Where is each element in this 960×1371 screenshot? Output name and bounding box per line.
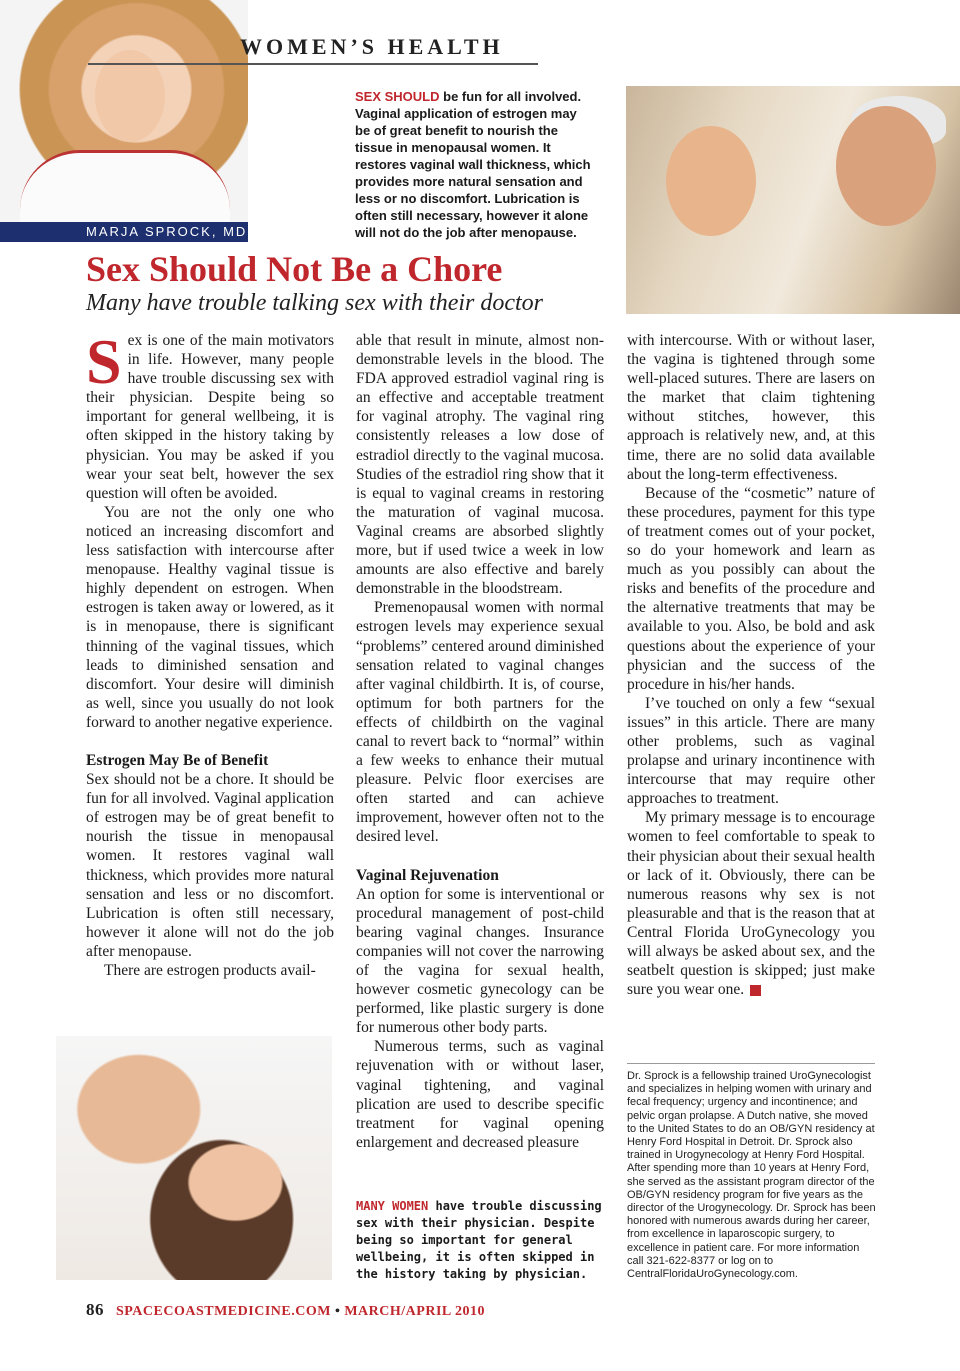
column-2 xyxy=(356,331,604,1152)
subheading: Estrogen May Be of Benefit xyxy=(86,751,269,769)
paragraph: Numerous terms, such as vaginal rejuvenation with or without laser, vaginal tightening, and vaginal plication are used to describe specific treatment for vaginal opening enlargement and decreased pleasure xyxy=(356,1038,604,1151)
author-caption: MARJA SPROCK, MD xyxy=(0,222,248,242)
paragraph: able that result in minute, almost non-demonstrable levels in the blood. The FDA approved estradiol vaginal ring is an effective and acceptable treatment for vaginal atrophy. The vaginal ring consistently releases a low dose of estradiol directly to the vaginal mucosa. Studies of the estradiol ring show that it is equal to vaginal creams in restoring the maturation of vaginal mucosa. Vaginal creams are absorbed slightly more, but if used twice a week in low amounts are also effective and barely demonstrable in the bloodstream. xyxy=(356,332,604,598)
couple-photo xyxy=(56,1036,332,1280)
footer-issue: MARCH/APRIL 2010 xyxy=(344,1304,485,1319)
paragraph: You are not the only one who noticed an increasing discomfort and less satisfaction with intercourse after menopause. Healthy vaginal tissue is highly dependent on estrogen. When estrogen is taken away or lowered, as it is in menopause, there is significant thinning of the vaginal tissues, which leads to diminished sensation and discomfort. Your desire will diminish as well, since you usually do not look forward to another negative experience. xyxy=(86,503,334,731)
footer-separator: • xyxy=(334,1304,341,1319)
pull-quote-top xyxy=(355,88,595,241)
elderly-couple-photo xyxy=(626,86,960,314)
paragraph: Sex should not be a chore. It should be fun for all involved. Vaginal application of estrogen may be of great benefit to nourish the tissue in menopausal women. It restores vaginal wall thickness, which provides more natural sensation and less or no discomfort. Lubrication is often still necessary, however it alone will not do the job after menopause. xyxy=(86,771,334,960)
page-footer xyxy=(86,1300,485,1320)
article-subtitle: Many have trouble talking sex with their doctor xyxy=(86,290,544,316)
column-3 xyxy=(627,331,875,999)
pull-quote-lead: MANY WOMEN xyxy=(356,1199,429,1213)
section-title: WOMEN’S HEALTH xyxy=(240,34,504,59)
drop-cap: S xyxy=(86,326,122,397)
author-bio: Dr. Sprock is a fellowship trained UroGynecologist and specializes in helping women with urinary and fecal frequency; urgency and incontinence; and pelvic organ prolapse. A Dutch native, she moved to the United States to do an OB/GYN residency at Henry Ford Hospital in Detroit. Dr. Sprock also trained in Urogynecology at Henry Ford Hospital. After spending more than 10 years at Henry Ford, she served as the assistant program director of the OB/GYN residency program for five years as the director of the Urogynecology. Dr. Sprock has been honored with numerous awards during her career, from excellence in laparoscopic surgery, to excellence in patient care. For more information call 321-622-8377 or log on to CentralFloridaUroGynecology.com. xyxy=(627,1070,876,1281)
pull-quote-lead: SEX SHOULD xyxy=(355,89,440,104)
paragraph: My primary message is to encourage women to feel comfortable to speak to their physician about their sexual health or lack of it. Obviously, there can be numerous reasons why sex is not pleasurable and that is the reason that at Central Florida UroGynecology you will always be asked about sex, and the seatbelt question is skipped; just make sure you wear one. xyxy=(627,809,875,999)
pull-quote-text: have trouble discussing sex with their physician. Despite being so important for general wellbeing, it is often skipped in the history taking by physician. xyxy=(356,1199,602,1281)
article-title: Sex Should Not Be a Chore xyxy=(86,249,503,289)
paragraph: Premenopausal women with normal estrogen levels may experience sexual “problems” centered around diminished sensation related to vaginal changes after vaginal childbirth. It is, of course, optimum for both partners for the effects of childbirth on the vaginal canal to revert back to “normal” within a few weeks to enhance their mutual pleasure. Pelvic floor exercises are often started and can achieve improvement, however often not to the desired level. xyxy=(356,599,604,846)
pull-quote-bottom xyxy=(356,1198,602,1283)
bio-divider xyxy=(627,1063,875,1064)
paragraph: An option for some is interventional or procedural management of post-child bearing vaginal changes. Insurance companies will not cover the narrowing of the vagina for sexual health, however cosmetic gynecology can be performed, like plastic surgery is done for numerous other body parts. xyxy=(356,885,604,1037)
paragraph: I’ve touched on only a few “sexual issues” in this article. There are many other problems, such as vaginal prolapse and urinary incontinence with intercourse that may require other approaches to treatment. xyxy=(627,694,875,808)
end-mark-icon xyxy=(750,985,761,996)
pull-quote-text: be fun for all involved. Vaginal application of estrogen may be of great benefit to nourish the tissue in menopausal women. It restores vaginal wall thickness, which provides more natural sensation and less or no discomfort. Lubrication is often still necessary, however it alone will not do the job after menopause. xyxy=(355,89,591,240)
footer-brand: SPACECOASTMEDICINE.COM xyxy=(116,1304,331,1319)
column-1 xyxy=(86,326,334,980)
header-rule xyxy=(88,63,538,65)
subheading: Vaginal Rejuvenation xyxy=(356,866,499,884)
paragraph: with intercourse. With or without laser, the vagina is tightened through some well-placed sutures. There are lasers on the market that claim tightening without stitches, however, this approach is relatively new, and, at this time, there are no solid data available about the long-term effectiveness. xyxy=(627,332,875,483)
page-number: 86 xyxy=(86,1300,104,1319)
paragraph: There are estrogen products avail- xyxy=(104,962,316,979)
paragraph: Sex is one of the main motivators in life. However, many people have trouble discussing sex with their physician. Despite being so important for general wellbeing, it is often skipped in the history taking by physician. You may be asked if you wear your seat belt, however the sex question will often be avoided. xyxy=(86,326,334,502)
paragraph: Because of the “cosmetic” nature of these procedures, payment for this type of treatment comes out of your pocket, so do your homework and learn as much as you possibly can about the risks and benefits of the procedure and the alternative treatments that may be available to you. Also, be bold and ask questions about the experience of your physician and the success of the procedure in his/her hands. xyxy=(627,484,875,693)
author-photo xyxy=(0,0,248,222)
